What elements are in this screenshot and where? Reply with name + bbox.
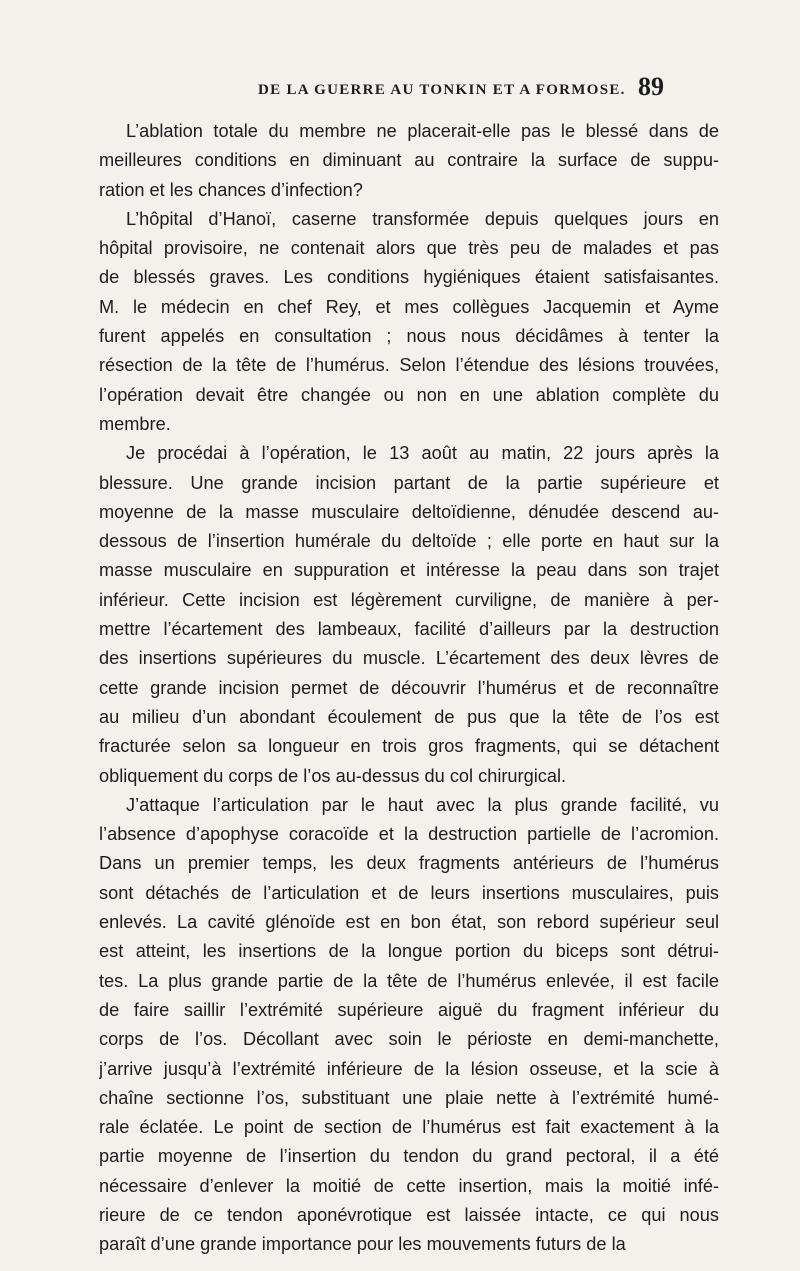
text-line: blessure. Une grande incision partant de la partie supérieure et xyxy=(99,472,719,493)
text-line: de faire saillir l’extrémité supérieure aiguë du fragment inférieur du xyxy=(99,999,719,1020)
body-text xyxy=(99,117,719,1260)
text-line: paraît d’une grande importance pour les mouvements futurs de la xyxy=(99,1234,626,1255)
text-line: cette grande incision permet de découvrir l’humérus et de reconnaître xyxy=(99,677,719,698)
text-line: masse musculaire en suppuration et intéresse la peau dans son trajet xyxy=(99,560,719,581)
text-line: Dans un premier temps, les deux fragments antérieurs de l’humérus xyxy=(99,853,719,874)
text-line: au milieu d’un abondant écoulement de pus que la tête de l’os est xyxy=(99,706,719,727)
text-line: fracturée selon sa longueur en trois gros fragments, qui se détachent xyxy=(99,736,719,757)
text-line: dessous de l’insertion humérale du deltoïde ; elle porte en haut sur la xyxy=(99,531,719,552)
text-line: obliquement du corps de l’os au-dessus du col chirurgical. xyxy=(99,765,567,786)
text-line: tes. La plus grande partie de la tête de l’humérus enlevée, il est facile xyxy=(99,970,719,991)
text-line: moyenne de la masse musculaire deltoïdienne, dénudée descend au- xyxy=(99,501,719,522)
page-number: 89 xyxy=(638,72,664,101)
text-line: j’arrive jusqu’à l’extrémité inférieure de la lésion osseuse, et la scie à xyxy=(99,1058,719,1079)
paragraph xyxy=(99,205,719,439)
paragraph xyxy=(99,439,719,791)
text-line: rale éclatée. Le point de section de l’humérus est fait exactement à la xyxy=(99,1117,719,1138)
text-line: résection de la tête de l’humérus. Selon l’étendue des lésions trouvées, xyxy=(99,355,719,376)
text-line: furent appelés en consultation ; nous nous décidâmes à tenter la xyxy=(99,326,719,347)
text-line: partie moyenne de l’insertion du tendon du grand pectoral, il a été xyxy=(99,1146,719,1167)
text-line: rieure de ce tendon aponévrotique est laissée intacte, ce qui nous xyxy=(99,1204,719,1225)
text-line: de blessés graves. Les conditions hygiéniques étaient satisfaisantes. xyxy=(99,267,719,288)
text-line: mettre l’écartement des lambeaux, facilité d’ailleurs par la destruction xyxy=(99,619,719,640)
paragraph xyxy=(99,791,719,1260)
text-line: Je procédai à l’opération, le 13 août au matin, 22 jours après la xyxy=(126,443,719,464)
running-head: DE LA GUERRE AU TONKIN ET A FORMOSE. xyxy=(258,82,626,98)
paragraph xyxy=(99,117,719,205)
text-line: l’absence d’apophyse coracoïde et la destruction partielle de l’acromion. xyxy=(99,824,719,845)
text-line: sont détachés de l’articulation et de leurs insertions musculaires, puis xyxy=(99,882,719,903)
text-line: enlevés. La cavité glénoïde est en bon état, son rebord supérieur seul xyxy=(99,912,719,933)
text-line: membre. xyxy=(99,413,171,434)
text-line: nécessaire d’enlever la moitié de cette insertion, mais la moitié infé- xyxy=(99,1175,719,1196)
text-line: chaîne sectionne l’os, substituant une plaie nette à l’extrémité humé- xyxy=(99,1087,719,1108)
text-line: hôpital provisoire, ne contenait alors que très peu de malades et pas xyxy=(99,238,719,259)
text-line: est atteint, les insertions de la longue portion du biceps sont détrui- xyxy=(99,941,719,962)
text-line: L’hôpital d’Hanoï, caserne transformée depuis quelques jours en xyxy=(126,208,719,229)
text-line: l’opération devait être changée ou non en une ablation complète du xyxy=(99,384,719,405)
text-line: des insertions supérieures du muscle. L’écartement des deux lèvres de xyxy=(99,648,719,669)
text-line: inférieur. Cette incision est légèrement curviligne, de manière à per- xyxy=(99,589,719,610)
text-line: meilleures conditions en diminuant au contraire la surface de suppu- xyxy=(99,150,719,171)
text-line: J’attaque l’articulation par le haut avec la plus grande facilité, vu xyxy=(126,794,719,815)
text-line: M. le médecin en chef Rey, et mes collègues Jacquemin et Ayme xyxy=(99,296,719,317)
text-line: corps de l’os. Décollant avec soin le périoste en demi-manchette, xyxy=(99,1029,719,1050)
text-line: L’ablation totale du membre ne placerait-elle pas le blessé dans de xyxy=(126,121,719,141)
text-line: ration et les chances d’infection? xyxy=(99,179,363,200)
